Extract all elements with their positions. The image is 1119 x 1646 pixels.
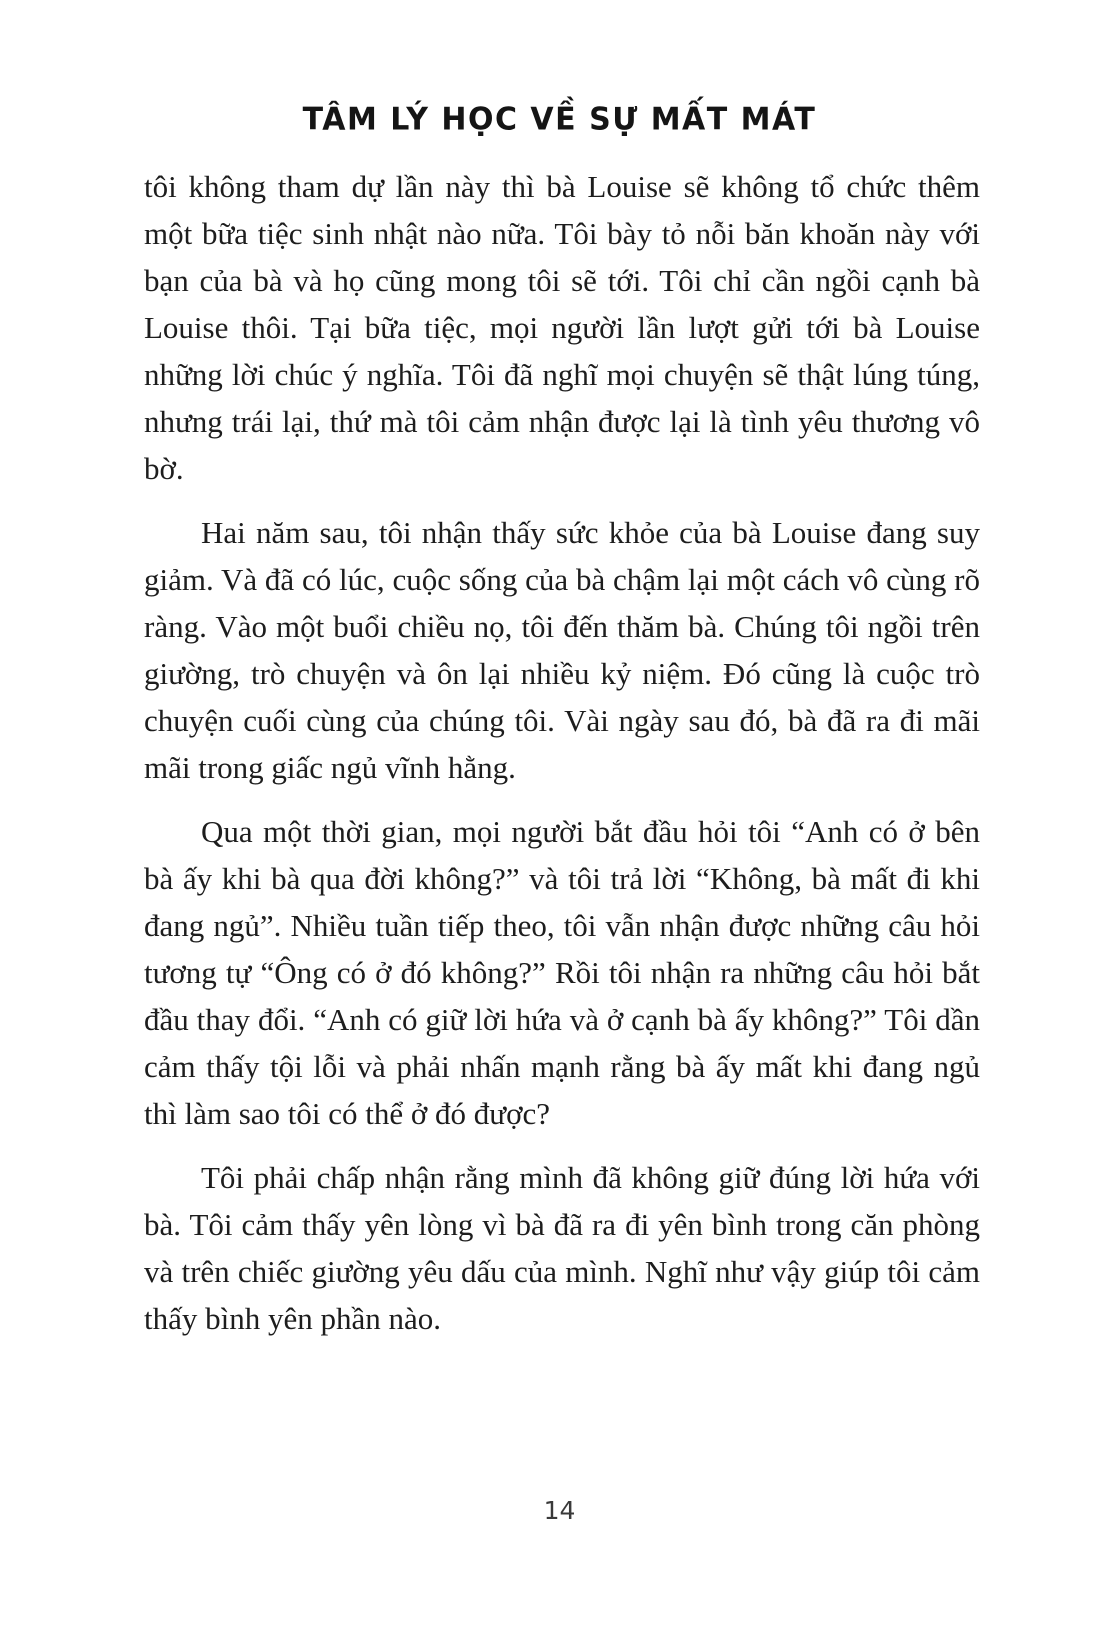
paragraph-1: tôi không tham dự lần này thì bà Louise sẽ không tổ chức thêm một bữa tiệc sinh nhật nào nữa. Tôi bày tỏ nỗi băn khoăn này với bạn của bà và họ cũng mong tôi sẽ tới. Tôi chỉ cần ngồi cạnh bà Louise thôi. Tại bữa tiệc, mọi người lần lượt gửi tới bà Louise những lời chúc ý nghĩa. Tôi đã nghĩ mọi chuyện sẽ thật lúng túng, nhưng trái lại, thứ mà tôi cảm nhận được lại là tình yêu thương vô bờ. [144,169,980,486]
paragraph-2: Hai năm sau, tôi nhận thấy sức khỏe của bà Louise đang suy giảm. Và đã có lúc, cuộc sống của bà chậm lại một cách vô cùng rõ ràng. Vào một buổi chiều nọ, tôi đến thăm bà. Chúng tôi ngồi trên giường, trò chuyện và ôn lại nhiều kỷ niệm. Đó cũng là cuộc trò chuyện cuối cùng của chúng tôi. Vài ngày sau đó, bà đã ra đi mãi mãi trong giấc ngủ vĩnh hằng. [144,515,980,785]
paragraph-3: Qua một thời gian, mọi người bắt đầu hỏi tôi “Anh có ở bên bà ấy khi bà qua đời không?” và tôi trả lời “Không, bà mất đi khi đang ngủ”. Nhiều tuần tiếp theo, tôi vẫn nhận được những câu hỏi tương tự “Ông có ở đó không?” Rồi tôi nhận ra những câu hỏi bắt đầu thay đổi. “Anh có giữ lời hứa và ở cạnh bà ấy không?” Tôi dần cảm thấy tội lỗi và phải nhấn mạnh rằng bà ấy mất khi đang ngủ thì làm sao tôi có thể ở đó được? [144,814,980,1131]
running-header-title: TÂM LÝ HỌC VỀ SỰ MẤT MÁT [302,101,817,138]
page-body [144,163,980,1359]
paragraph-4: Tôi phải chấp nhận rằng mình đã không giữ đúng lời hứa với bà. Tôi cảm thấy yên lòng vì bà đã ra đi yên bình trong căn phòng và trên chiếc giường yêu dấu của mình. Nghĩ như vậy giúp tôi cảm thấy bình yên phần nào. [144,1160,980,1336]
page-number: 14 [543,1496,576,1525]
